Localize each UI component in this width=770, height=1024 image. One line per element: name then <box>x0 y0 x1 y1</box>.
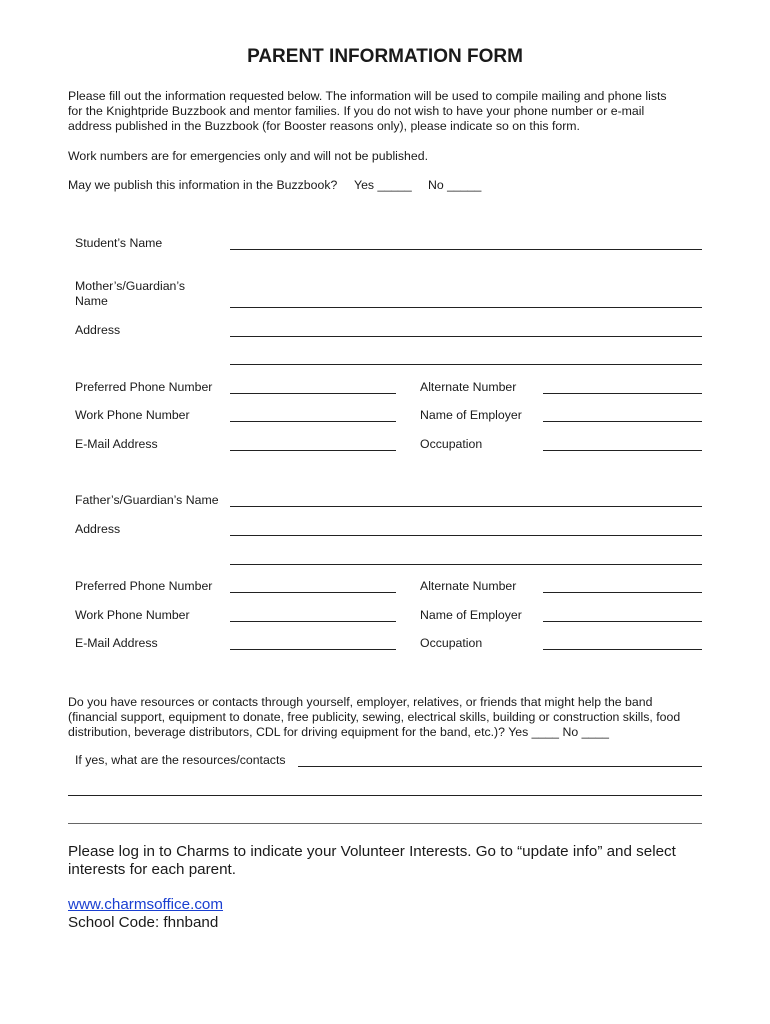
father-employer-field[interactable] <box>543 621 702 622</box>
father-name-field[interactable] <box>230 506 702 507</box>
father-occupation-field[interactable] <box>543 649 702 650</box>
resources-line: (financial support, equipment to donate, free publicity, sewing, electrical skills, building or construction skills, food <box>68 710 681 724</box>
form-title: PARENT INFORMATION FORM <box>247 46 523 67</box>
mother-preferred-phone-label: Preferred Phone Number <box>75 380 213 394</box>
father-work-phone-field[interactable] <box>230 621 396 622</box>
resources-line: distribution, beverage distributors, CDL for driving equipment for the band, etc.)? Yes ____ No ____ <box>68 725 609 739</box>
mother-name-label <box>75 279 185 309</box>
school-code: School Code: fhnband <box>68 914 219 931</box>
student-name-label: Student’s Name <box>75 236 163 250</box>
mother-work-phone-label: Work Phone Number <box>75 408 190 422</box>
publish-yes[interactable]: Yes _____ <box>354 178 412 192</box>
mother-name-label-line: Name <box>75 294 108 308</box>
charms-instructions <box>68 843 676 879</box>
mother-preferred-phone-field[interactable] <box>230 393 396 394</box>
father-preferred-phone-label: Preferred Phone Number <box>75 579 213 593</box>
resources-field-1[interactable] <box>298 766 702 767</box>
mother-work-phone-field[interactable] <box>230 421 396 422</box>
resources-question <box>68 695 680 740</box>
mother-address-field-2[interactable] <box>230 364 702 365</box>
intro-line: Please fill out the information requested below. The information will be used to compile mailing and phone lists <box>68 89 667 103</box>
father-preferred-phone-field[interactable] <box>230 592 396 593</box>
mother-employer-label: Name of Employer <box>420 408 522 422</box>
publish-question: May we publish this information in the Buzzbook? <box>68 178 338 192</box>
mother-name-field[interactable] <box>230 307 702 308</box>
father-occupation-label: Occupation <box>420 636 483 650</box>
charms-link[interactable]: www.charmsoffice.com <box>68 896 224 913</box>
father-work-phone-label: Work Phone Number <box>75 608 190 622</box>
father-alternate-label: Alternate Number <box>420 579 517 593</box>
father-address-field-1[interactable] <box>230 535 702 536</box>
mother-address-label: Address <box>75 323 121 337</box>
father-alternate-field[interactable] <box>543 592 702 593</box>
mother-alternate-field[interactable] <box>543 393 702 394</box>
mother-name-label-line: Mother’s/Guardian’s <box>75 279 186 293</box>
father-email-label: E-Mail Address <box>75 636 158 650</box>
mother-occupation-label: Occupation <box>420 437 483 451</box>
mother-alternate-label: Alternate Number <box>420 380 517 394</box>
mother-occupation-field[interactable] <box>543 450 702 451</box>
publish-no[interactable]: No _____ <box>428 178 482 192</box>
intro-line: for the Knightpride Buzzbook and mentor families. If you do not wish to have your phone number or e-mail <box>68 104 645 118</box>
mother-email-field[interactable] <box>230 450 396 451</box>
father-email-field[interactable] <box>230 649 396 650</box>
student-name-field[interactable] <box>230 249 702 250</box>
work-note: Work numbers are for emergencies only and will not be published. <box>68 149 428 163</box>
intro-line: address published in the Buzzbook (for Booster reasons only), please indicate so on this form. <box>68 119 580 133</box>
section-divider <box>68 823 702 824</box>
mother-address-field-1[interactable] <box>230 336 702 337</box>
father-name-label: Father’s/Guardian’s Name <box>75 493 219 507</box>
resources-line: Do you have resources or contacts through yourself, employer, relatives, or friends that might help the band <box>68 695 653 709</box>
father-employer-label: Name of Employer <box>420 608 522 622</box>
father-address-field-2[interactable] <box>230 564 702 565</box>
intro-text <box>68 89 667 134</box>
resources-if-yes-label: If yes, what are the resources/contacts <box>75 753 286 767</box>
resources-field-2[interactable] <box>68 795 702 796</box>
charms-line: Please log in to Charms to indicate your Volunteer Interests. Go to “update info” and select <box>68 843 676 860</box>
mother-employer-field[interactable] <box>543 421 702 422</box>
mother-email-label: E-Mail Address <box>75 437 158 451</box>
charms-line: interests for each parent. <box>68 861 236 878</box>
father-address-label: Address <box>75 522 121 536</box>
